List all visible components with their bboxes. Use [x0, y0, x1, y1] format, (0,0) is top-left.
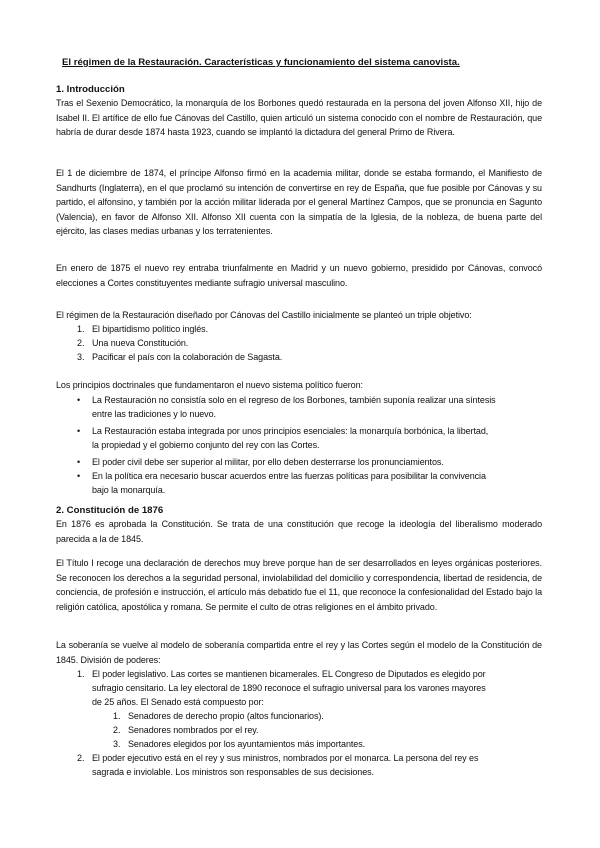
list-item-text: El poder ejecutivo está en el rey y sus ministros, nombrados por el monarca. La persona del rey es [92, 753, 479, 763]
list-item-text-continued: la propiedad y el gobierno conjunto del rey con las Cortes. [92, 440, 320, 450]
paragraph-1876: En 1876 es aprobada la Constitución. Se trata de una constitución que recoge la ideología del liberalismo moderado parecida a la de 1845. [56, 519, 542, 544]
list-item-text-continued: bajo la monarquía. [92, 485, 166, 495]
list-number: 1. [113, 711, 121, 721]
list-number: 3. [77, 352, 85, 362]
list-item-text: Una nueva Constitución. [92, 338, 189, 348]
list-item-text: El bipartidismo político inglés. [92, 324, 208, 334]
section-heading-constitucion: 2. Constitución de 1876 [56, 505, 164, 516]
bullet-icon: • [77, 457, 81, 467]
paragraph-enero-1875: En enero de 1875 el nuevo rey entraba triunfalmente en Madrid y un nuevo gobierno, presidido por Cánovas, convocó elecciones a Cortes constituyentes mediante sufragio universal masculino. [56, 263, 542, 288]
paragraph-titulo-i: El Título I recoge una declaración de derechos muy breve porque han de ser desarrollados en leyes orgánicas posteriores. Se reconocen los derechos a la seguridad personal, inviolabilidad del domicilio y correspondencia, libertad de residencia, de conciencia, de profesión e instrucción, el artículo más debatido fue el 11, que reconoce la confesionalidad del Estado bajo la religión católica, apostólica y romana. Se permite el culto de otras religiones en el ámbito privado. [56, 558, 542, 612]
list-item-text-continued: sufragio censitario. La ley electoral de 1890 reconoce el sufragio universal para los varones mayores [92, 683, 486, 693]
list-number: 2. [113, 725, 121, 735]
list-item-text: La Restauración estaba integrada por unos principios esenciales: la monarquía borbónica, la libertad, [92, 426, 489, 436]
list-item-text: Senadores elegidos por los ayuntamientos más importantes. [128, 739, 366, 749]
document-title: El régimen de la Restauración. Características y funcionamiento del sistema canovista. [62, 57, 460, 68]
list-item-text-continued: sagrada e inviolable. Los ministros son responsables de sus decisiones. [92, 767, 374, 777]
paragraph-intro: Tras el Sexenio Democrático, la monarquía de los Borbones quedó restaurada en la persona del joven Alfonso XII, hijo de Isabel II. El artífice de ello fue Cánovas del Castillo, quien articuló un sistema conocido con el nombre de Restauración, que habría de durar desde 1874 hasta 1923, cuando se implantó la dictadura del general Primo de Rivera. [56, 98, 542, 137]
paragraph-manifiesto: El 1 de diciembre de 1874, el príncipe Alfonso firmó en la academia militar, donde se estaba formando, el Manifiesto de Sandhurts (Inglaterra), en el que proclamó su intención de convertirse en rey de España, que fue posible por Cánovas y su partido, el alfonsino, y también por la acción militar liderada por el general Martínez Campos, que se pronuncia en Sagunto (Valencia), en favor de Alfonso XII. Alfonso XII cuenta con la simpatía de la Iglesia, de la nobleza, de buena parte del ejército, las clases medias urbanas y los terratenientes. [56, 168, 542, 236]
list-number: 1. [77, 324, 85, 334]
list-item-text: En la política era necesario buscar acuerdos entre las fuerzas políticas para posibilitar la convivencia [92, 471, 486, 481]
bullet-icon: • [77, 426, 81, 436]
section-heading-introduccion: 1. Introducción [56, 84, 125, 95]
paragraph-principios-intro: Los principios doctrinales que fundamentaron el nuevo sistema político fueron: [56, 380, 363, 390]
list-item-text: Senadores de derecho propio (altos funcionarios). [128, 711, 324, 721]
list-item-text: Senadores nombrados por el rey. [128, 725, 259, 735]
list-item-text: El poder civil debe ser superior al militar, por ello deben desterrarse los pronunciamientos. [92, 457, 444, 467]
list-item-text: La Restauración no consistía solo en el regreso de los Borbones, también suponía realizar una síntesis [92, 395, 496, 405]
list-item-text-continued: entre las tradiciones y lo nuevo. [92, 409, 216, 419]
list-number: 2. [77, 753, 85, 763]
list-item-text-continued: de 25 años. El Senado está compuesto por: [92, 697, 264, 707]
list-item-text: El poder legislativo. Las cortes se mantienen bicamerales. EL Congreso de Diputados es elegido por [92, 669, 486, 679]
list-number: 2. [77, 338, 85, 348]
paragraph-objetivos-intro: El régimen de la Restauración diseñado por Cánovas del Castillo inicialmente se planteó un triple objetivo: [56, 310, 472, 320]
paragraph-soberania: La soberanía se vuelve al modelo de soberanía compartida entre el rey y las Cortes según el modelo de la Constitución de 1845. División de poderes: [56, 640, 542, 665]
list-number: 3. [113, 739, 121, 749]
list-number: 1. [77, 669, 85, 679]
bullet-icon: • [77, 395, 81, 405]
bullet-icon: • [77, 471, 81, 481]
list-item-text: Pacificar el país con la colaboración de Sagasta. [92, 352, 283, 362]
